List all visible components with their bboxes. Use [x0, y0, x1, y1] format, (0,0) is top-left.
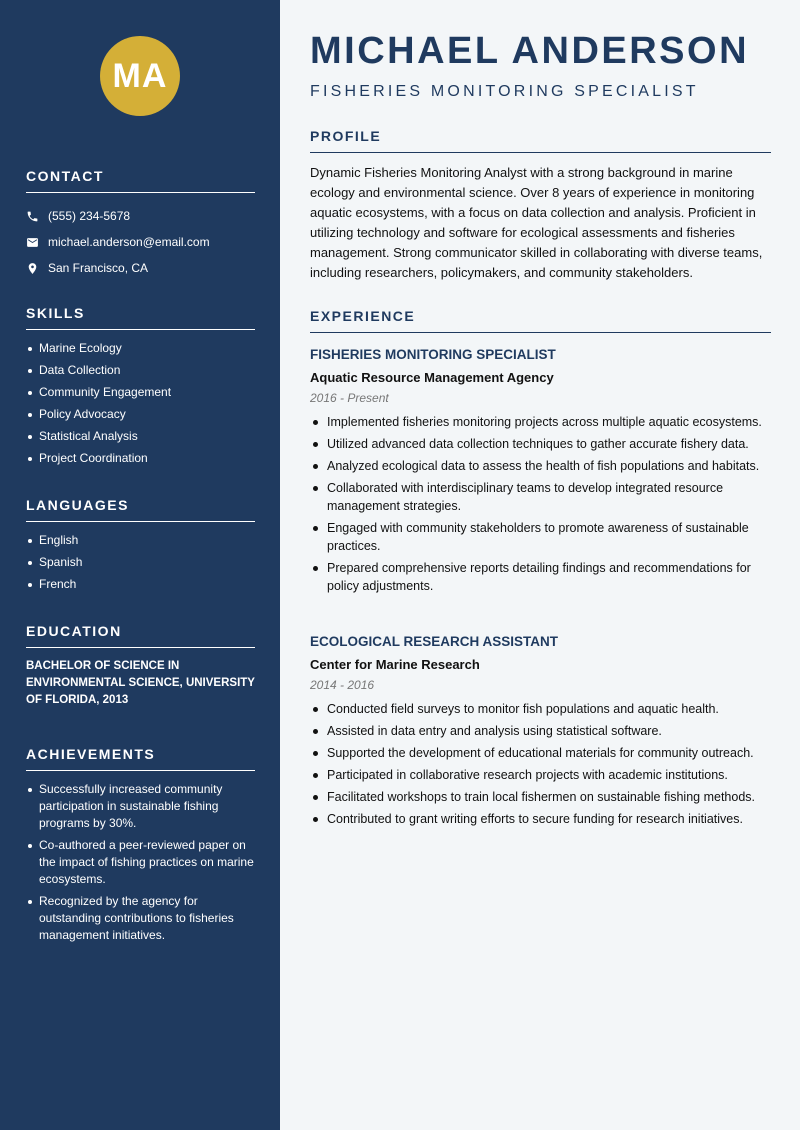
education-section	[26, 623, 255, 709]
avatar: MA	[100, 36, 180, 116]
skills-heading: SKILLS	[26, 305, 255, 330]
experience-heading: EXPERIENCE	[310, 308, 771, 333]
list-item: Spanish	[26, 554, 255, 571]
skills-list	[26, 340, 255, 467]
achievements-section	[26, 746, 255, 949]
profile-heading: PROFILE	[310, 128, 771, 153]
list-item: Assisted in data entry and analysis using statistical software.	[310, 722, 771, 740]
list-item: Contributed to grant writing efforts to secure funding for research initiatives.	[310, 810, 771, 828]
job-entry	[310, 347, 771, 599]
location-text: San Francisco, CA	[48, 261, 149, 275]
education-heading: EDUCATION	[26, 623, 255, 648]
job-title-header: FISHERIES MONITORING SPECIALIST	[310, 83, 699, 100]
list-item: English	[26, 532, 255, 549]
languages-list	[26, 532, 255, 593]
list-item: Facilitated workshops to train local fishermen on sustainable fishing methods.	[310, 788, 771, 806]
achievements-list	[26, 781, 255, 944]
company-name: Center for Marine Research	[310, 657, 480, 672]
profile-text: Dynamic Fisheries Monitoring Analyst with a strong background in marine ecology and environmental science. Over 8 years of experience in monitoring aquatic ecosystems, with a focus on data collection and analysis. Proficient in utilizing technology and software for ecological assessments and fisheries management. Strong communicator skilled in collaborating with diverse teams, including researchers, policymakers, and community stakeholders.	[310, 165, 763, 280]
list-item: Statistical Analysis	[26, 428, 255, 445]
list-item: Participated in collaborative research projects with academic institutions.	[310, 766, 771, 784]
list-item: Project Coordination	[26, 450, 255, 467]
list-item: Community Engagement	[26, 384, 255, 401]
phone-text: (555) 234-5678	[48, 209, 131, 223]
list-item: Collaborated with interdisciplinary teams to develop integrated resource management strategies.	[310, 479, 771, 515]
languages-section	[26, 497, 255, 598]
contact-phone	[26, 203, 255, 229]
list-item: Implemented fisheries monitoring projects across multiple aquatic ecosystems.	[310, 413, 771, 431]
skills-section	[26, 305, 255, 472]
email-text: michael.anderson@email.com	[48, 235, 210, 249]
job-title: FISHERIES MONITORING SPECIALIST	[310, 347, 556, 362]
list-item: Recognized by the agency for outstanding contributions to fisheries management initiatives.	[26, 893, 255, 944]
contact-email	[26, 229, 255, 255]
contact-section	[26, 168, 255, 281]
job-title: ECOLOGICAL RESEARCH ASSISTANT	[310, 634, 559, 649]
location-pin-icon	[26, 262, 39, 275]
list-item: Utilized advanced data collection techniques to gather accurate fishery data.	[310, 435, 771, 453]
achievements-heading: ACHIEVEMENTS	[26, 746, 255, 771]
contact-heading: CONTACT	[26, 168, 255, 193]
list-item: Successfully increased community participation in sustainable fishing programs by 30%.	[26, 781, 255, 832]
candidate-name: MICHAEL ANDERSON	[310, 30, 750, 72]
job-entry	[310, 634, 771, 832]
responsibilities-list	[310, 413, 771, 595]
degree-text: BACHELOR OF SCIENCE IN ENVIRONMENTAL SCIENCE, UNIVERSITY OF FLORIDA, 2013	[26, 660, 255, 706]
list-item: Data Collection	[26, 362, 255, 379]
list-item: Conducted field surveys to monitor fish populations and aquatic health.	[310, 700, 771, 718]
list-item: Engaged with community stakeholders to promote awareness of sustainable practices.	[310, 519, 771, 555]
list-item: Prepared comprehensive reports detailing findings and recommendations for policy adjustments.	[310, 559, 771, 595]
sidebar	[0, 0, 280, 1130]
profile-section	[310, 128, 771, 283]
company-name: Aquatic Resource Management Agency	[310, 370, 554, 385]
email-icon	[26, 236, 39, 249]
list-item: French	[26, 576, 255, 593]
job-dates: 2016 - Present	[310, 391, 389, 405]
list-item: Policy Advocacy	[26, 406, 255, 423]
list-item: Supported the development of educational materials for community outreach.	[310, 744, 771, 762]
contact-location	[26, 255, 255, 281]
list-item: Co-authored a peer-reviewed paper on the impact of fishing practices on marine ecosystems.	[26, 837, 255, 888]
experience-section	[310, 308, 771, 343]
list-item: Marine Ecology	[26, 340, 255, 357]
job-dates: 2014 - 2016	[310, 678, 375, 692]
languages-heading: LANGUAGES	[26, 497, 255, 522]
list-item: Analyzed ecological data to assess the health of fish populations and habitats.	[310, 457, 771, 475]
responsibilities-list	[310, 700, 771, 828]
phone-icon	[26, 210, 39, 223]
